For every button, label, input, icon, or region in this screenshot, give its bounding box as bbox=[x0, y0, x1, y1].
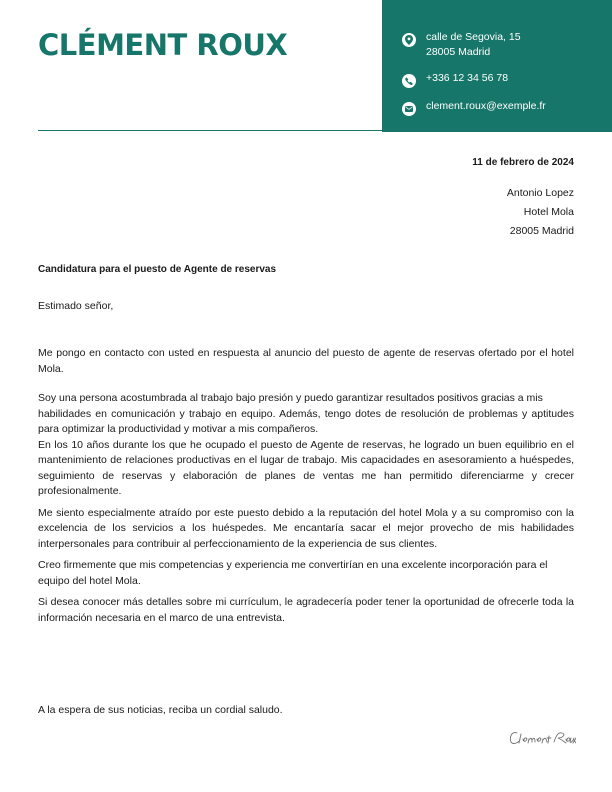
email-address[interactable]: clement.roux@exemple.fr bbox=[426, 100, 546, 112]
recipient-company: Hotel Mola bbox=[523, 206, 574, 218]
recipient-block bbox=[507, 184, 574, 241]
address-line-2: 28005 Madrid bbox=[426, 46, 491, 58]
header-divider bbox=[38, 130, 382, 131]
sender-name: CLÉMENT ROUX bbox=[38, 28, 288, 62]
contact-panel bbox=[382, 0, 612, 132]
contact-address bbox=[402, 30, 521, 60]
closing-line: A la espera de sus noticias, reciba un cordial saludo. bbox=[38, 704, 283, 716]
body-paragraph-1: Me pongo en contacto con usted en respuesta al anuncio del puesto de agente de reservas ofertado por el hotel Mola. bbox=[38, 347, 574, 375]
body-paragraph-7: equipo del hotel Mola. bbox=[38, 574, 141, 587]
signature-image bbox=[508, 728, 576, 748]
phone-number[interactable]: +336 12 34 56 78 bbox=[426, 72, 509, 84]
letter-header bbox=[0, 0, 612, 132]
recipient-city: 28005 Madrid bbox=[509, 225, 574, 237]
body-paragraph-4: En los 10 años durante los que he ocupado el puesto de Agente de reservas, he logrado un buen equilibrio en el mantenimiento de relaciones productivas en el lugar de trabajo. Mis capacidades en asesoramiento a huéspedes, seguimiento de reservas y elaboración de planes de ventas me han permitido diferenciarme y crecer profesionalmente. bbox=[38, 438, 574, 497]
letter-body bbox=[38, 346, 574, 632]
letter-subject: Candidatura para el puesto de Agente de reservas bbox=[38, 264, 277, 275]
salutation: Estimado señor, bbox=[38, 300, 114, 312]
contact-phone bbox=[402, 71, 508, 88]
address-line-1: calle de Segovia, 15 bbox=[426, 31, 521, 43]
recipient-name: Antonio Lopez bbox=[506, 187, 574, 199]
body-paragraph-5: Me siento especialmente atraído por este puesto debido a la reputación del hotel Mola y a su compromiso con la excelencia de los servicios a los huéspedes. Me encantaría sacar el mejor provecho de mis habilidades interpersonales para contribuir al perfeccionamiento de la experiencia de sus clientes. bbox=[38, 506, 574, 550]
body-paragraph-2: Soy una persona acostumbrada al trabajo bajo presión y puedo garantizar resultados positivos gracias a mis bbox=[38, 392, 543, 404]
location-pin-icon bbox=[402, 33, 416, 47]
phone-icon bbox=[402, 74, 416, 88]
body-paragraph-8: Si desea conocer más detalles sobre mi currículum, le agradecería poder tener la oportunidad de ofrecerle toda la información necesaria en el marco de una entrevista. bbox=[38, 596, 574, 624]
body-paragraph-3: habilidades en comunicación y trabajo en equipo. Además, tengo dotes de resolución de problemas y aptitudes para optimizar la productividad y motivar a mis compañeros. bbox=[38, 407, 574, 435]
letter-date: 11 de febrero de 2024 bbox=[472, 157, 574, 168]
contact-email bbox=[402, 99, 546, 116]
body-paragraph-6: Creo firmemente que mis competencias y experiencia me convertirían en una excelente incorporación para el bbox=[38, 559, 548, 571]
envelope-icon bbox=[402, 102, 416, 116]
